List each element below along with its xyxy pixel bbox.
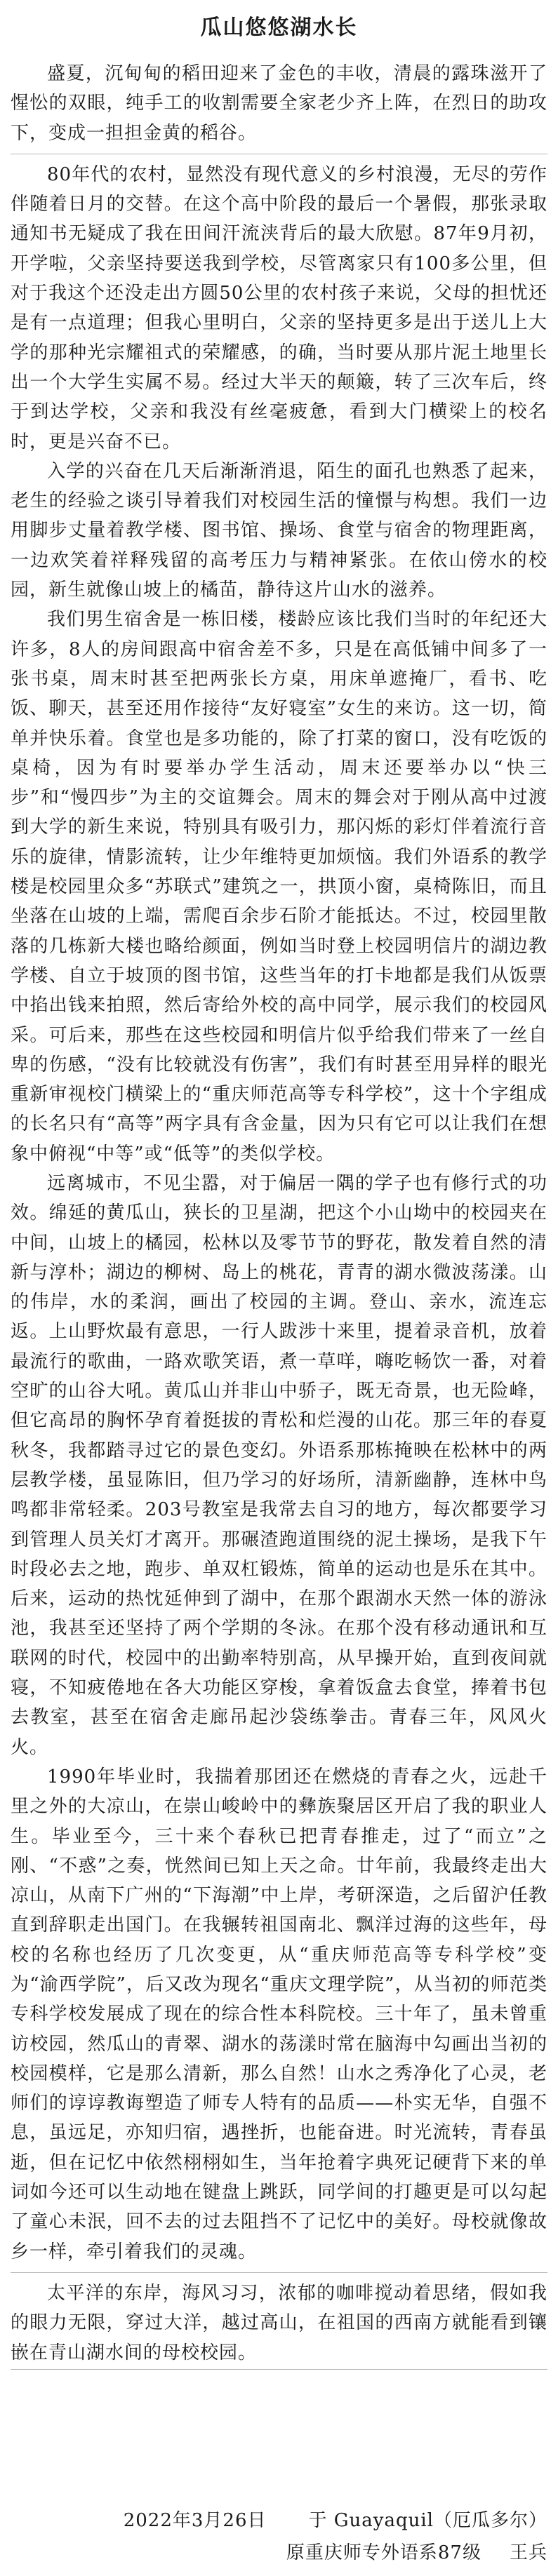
paragraph-admission: 80年代的农村，显然没有现代意义的乡村浪漫，无尽的劳作伴随着日月的交替。在这个高中阶段的最后一个暑假，那张录取通知书无疑成了我在田间汗流浃背后的最大欣慰。87年9月初，开学啦，父亲坚持要送我到学校，尽管离家只有100多公里，但对于我这个还没走出方圆50公里的农村孩子来说，父母的担忧还是有一点道理；但我心里明白，父亲的坚持更多是出于送儿上大学的那种光宗耀祖式的荣耀感，的确，当时要从那片泥土地里长出一个大学生实属不易。经过大半天的颠簸，转了三次车后，终于到达学校，父亲和我没有丝毫疲惫，看到大门横梁上的校名时，更是兴奋不已。 [11,163,547,452]
signature-date: 2022年3月26日 [123,2510,267,2531]
paragraph-mountain-lake: 远离城市，不见尘嚣，对于偏居一隅的学子也有修行式的功效。绵延的黄瓜山，狭长的卫星湖，把这个小山坳中的校园夹在中间，山坡上的橘园，松林以及零节节的野花，散发着自然的清新与淳朴；湖边的柳树、岛上的桃花，青青的湖水微波荡漾。山的伟岸，水的柔润，画出了校园的主调。登山、亲水，流连忘返。上山野炊最有意思，一行人跋涉十来里，提着录音机，放着最流行的歌曲，一路欢歌笑语，煮一草咩，嗨吃畅饮一番，对着空旷的山谷大吼。黄瓜山并非山中骄子，既无奇景，也无险峰，但它高昂的胸怀孕育着挺拔的青松和烂漫的山花。那三年的春夏秋冬，我都踏寻过它的景色变幻。外语系那栋掩映在松林中的两层教学楼，虽显陈旧，但乃学习的好场所，清新幽静，连林中鸟鸣都非常轻柔。203号教室是我常去自习的地方，每次都要学习到管理人员关灯才离开。那碾渣跑道围绕的泥土操场，是我下午时段必去之地，跑步、单双杠锻炼，简单的运动也是乐在其中。后来，运动的热忱延伸到了湖中，在那个跟湖水天然一体的游泳池，我甚至还坚持了两个学期的冬泳。在那个没有移动通讯和互联网的时代，校园中的出勤率特别高，从早操开始，直到夜间就寝，不知疲倦地在各大功能区穿梭，拿着饭盒去食堂，捧着书包去教室，甚至在宿舍走廊吊起沙袋练拳击。青春三年，风风火火。 [11,1172,547,1758]
article-body [11,59,547,2375]
paragraph-campus-arrival: 入学的兴奋在几天后渐渐消退，陌生的面孔也熟悉了起来，老生的经验之谈引导着我们对校园生活的憧憬与构想。我们一边用脚步丈量着教学楼、图书馆、操场、食堂与宿舍的物理距离，一边欢笑着祥释残留的高考压力与精神紧张。在依山傍水的校园，新生就像山坡上的橘苗，静待这片山水的滋养。 [11,460,547,601]
paragraph-graduation: 1990年毕业时，我揣着那团还在燃烧的青春之火，远赴千里之外的大凉山，在崇山峻岭中的彝族聚居区开启了我的职业人生。毕业至今，三十来个春秋已把青春推走，过了“而立”之刚、“不惑”之奏，恍然间已知上天之命。廿年前，我最终走出大凉山，从南下广州的“下海潮”中上岸，考研深造，之后留沪任教直到辞职走出国门。在我辗转祖国南北、飘洋过海的这些年，母校的名称也经历了几次变更，从“重庆师范高等专科学校”变为“渝西学院”，后又改为现名“重庆文理学院”，从当初的师范类专科学校发展成了现在的综合性本科院校。三十年了，虽未曾重访校园，然瓜山的青翠、湖水的荡漾时常在脑海中勾画出当初的校园模样，它是那么清新，那么自然！山水之秀净化了心灵，老师们的谆谆教诲塑造了师专人特有的品质——朴实无华，自强不息，虽远足，亦知归宿，遇挫折，也能奋进。时光流转，青春虽逝，但在记忆中依然栩栩如生，当年抢着字典死记硬背下来的单词如今还可以生动地在键盘上跳跃，同学间的打趣更是可以勾起了童心未泯，回不去的过去阻挡不了记忆中的美好。母校就像故乡一样，牵引着我们的灵魂。 [11,1766,547,2262]
divider [11,2369,547,2370]
paragraph-dorm-life: 我们男生宿舍是一栋旧楼，楼龄应该比我们当时的年纪还大许多，8人的房间跟高中宿舍差不多，只是在高低铺中间多了一张书桌，周末时甚至把两张长方桌，用床单遮掩厂，看书、吃饭、聊天，甚至还用作接待“友好寝室”女生的来访。这一切，简单并快乐着。食堂也是多功能的，除了打菜的窗口，没有吃饭的桌椅，因为有时要举办学生活动，周末还要举办以“快三步”和“慢四步”为主的交谊舞会。周末的舞会对于刚从高中过渡到大学的新生来说，特别具有吸引力，那闪烁的彩灯伴着流行音乐的旋律，情影流转，让少年维特更加烦恼。我们外语系的教学楼是校园里众多“苏联式”建筑之一，拱顶小窗，桌椅陈旧，而且坐落在山坡的上端，需爬百余步石阶才能抵达。不过，校园里散落的几栋新大楼也略给颜面，例如当时登上校园明信片的湖边教学楼、自立于坡顶的图书馆，这些当年的打卡地都是我们从饭票中掐出钱来拍照，然后寄给外校的高中同学，展示我们的校园风采。可后来，那些在这些校园和明信片似乎给我们带来了一丝自卑的伤感，“没有比较就没有伤害”，我们有时甚至用异样的眼光重新审视校门横梁上的“重庆师范高等专科学校”，这十个字组成的长名只有“高等”两字具有含金量，因为只有它可以让我们在想象中俯视“中等”或“低等”的类似学校。 [11,609,547,1165]
signature-place: 于 Guayaquil（厄瓜多尔） [308,2510,547,2531]
signature-author [42,2538,547,2564]
divider [11,2272,547,2273]
article-title: 瓜山悠悠湖水长 [200,15,358,40]
author-affiliation: 原重庆师专外语系87级 [286,2542,481,2563]
signature-date-place [42,2506,547,2532]
paragraph-summer-harvest: 盛夏，沉甸甸的稻田迎来了金色的丰收，清晨的露珠滋开了惺忪的双眼，纯手工的收割需要全家老少齐上阵，在烈日的助攻下，变成一担担金黄的稻谷。 [11,63,547,144]
author-name: 王兵 [509,2542,547,2563]
paragraph-closing: 太平洋的东岸，海风习习，浓郁的咖啡搅动着思绪，假如我的眼力无限，穿过大洋，越过高山，在祖国的西南方就能看到镶嵌在青山湖水间的母校校园。 [11,2282,547,2363]
